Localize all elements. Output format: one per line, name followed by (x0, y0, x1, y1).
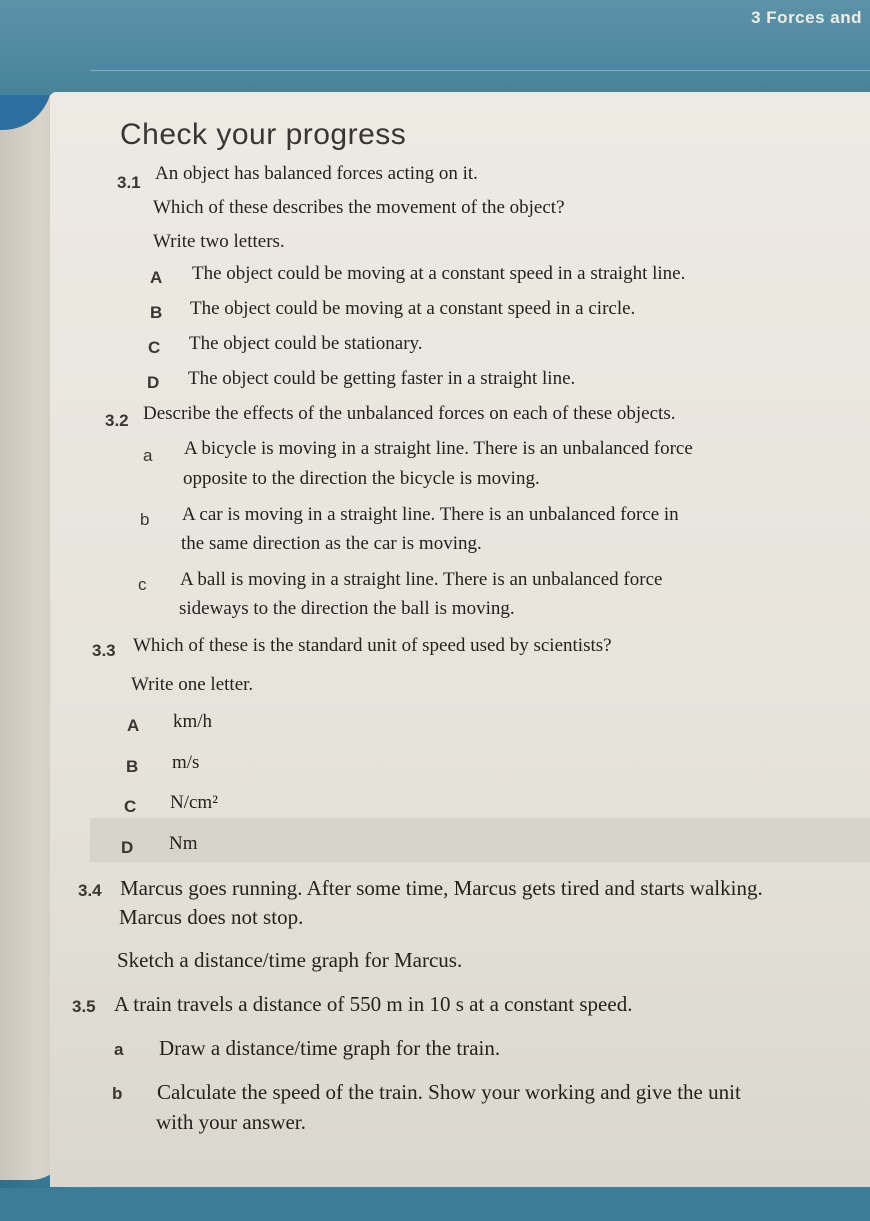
q31-option-letter-c: C (148, 338, 161, 357)
q35-text: A train travels a distance of 550 m in 10 s at a constant speed. (114, 992, 633, 1016)
q33-text: Which of these is the standard unit of speed used by scientists? (133, 635, 612, 656)
q33-option-text-a: km/h (173, 711, 213, 732)
q34-line-1: Marcus goes running. After some time, Marcus gets tired and starts walking. (120, 876, 763, 900)
header-band (0, 0, 870, 95)
question-number-3-1: 3.1 (117, 173, 141, 192)
question-number-3-5: 3.5 (72, 997, 96, 1016)
q32-part-a-line-1: A bicycle is moving in a straight line. There is an unbalanced force (184, 438, 693, 459)
q33-option-letter-b: B (126, 757, 139, 776)
q33-option-text-c: N/cm² (170, 792, 218, 813)
q34-line-3: Sketch a distance/time graph for Marcus. (117, 948, 463, 972)
q31-option-letter-a: A (150, 268, 163, 287)
q31-line-1: An object has balanced forces acting on it. (155, 163, 478, 184)
option-d-band (90, 818, 870, 862)
q31-option-text-d: The object could be getting faster in a straight line. (188, 368, 576, 389)
q32-part-b-line-2: the same direction as the car is moving. (181, 533, 482, 554)
q32-text: Describe the effects of the unbalanced forces on each of these objects. (143, 403, 676, 424)
bottom-band (0, 1188, 870, 1221)
q32-part-letter-b: b (140, 510, 150, 529)
q31-option-letter-b: B (150, 303, 163, 322)
q31-line-2: Which of these describes the movement of the object? (153, 197, 565, 218)
q32-part-a-line-2: opposite to the direction the bicycle is moving. (183, 468, 540, 489)
q31-option-letter-d: D (147, 373, 160, 392)
q31-option-text-b: The object could be moving at a constant speed in a circle. (190, 298, 636, 319)
q35-part-a-line-1: Draw a distance/time graph for the train. (159, 1036, 501, 1060)
q33-option-letter-d: D (121, 838, 134, 857)
q32-part-letter-c: c (138, 575, 147, 594)
q31-instruction: Write two letters. (153, 231, 285, 252)
question-number-3-3: 3.3 (92, 641, 116, 660)
q33-option-text-b: m/s (172, 752, 200, 773)
q32-part-letter-a: a (143, 446, 153, 465)
q34-line-2: Marcus does not stop. (119, 905, 304, 929)
question-number-3-4: 3.4 (78, 881, 102, 900)
q33-option-letter-c: C (124, 797, 137, 816)
chapter-header: 3 Forces and (751, 8, 862, 27)
q31-option-text-a: The object could be moving at a constant speed in a straight line. (192, 263, 686, 284)
q32-part-b-line-1: A car is moving in a straight line. There is an unbalanced force in (182, 504, 679, 525)
q33-instruction: Write one letter. (131, 674, 254, 695)
question-number-3-2: 3.2 (105, 411, 129, 430)
q35-part-letter-b: b (112, 1084, 123, 1103)
q35-part-b-line-1: Calculate the speed of the train. Show your working and give the unit (157, 1080, 741, 1104)
q32-part-c-line-1: A ball is moving in a straight line. There is an unbalanced force (180, 569, 663, 590)
header-rule (90, 70, 870, 71)
q35-part-b-line-2: with your answer. (156, 1110, 306, 1134)
q32-part-c-line-2: sideways to the direction the ball is moving. (179, 598, 515, 619)
q33-option-letter-a: A (127, 716, 140, 735)
q33-option-text-d: Nm (169, 833, 198, 854)
page-title: Check your progress (120, 118, 407, 151)
q35-part-letter-a: a (114, 1040, 124, 1059)
q31-option-text-c: The object could be stationary. (189, 333, 423, 354)
